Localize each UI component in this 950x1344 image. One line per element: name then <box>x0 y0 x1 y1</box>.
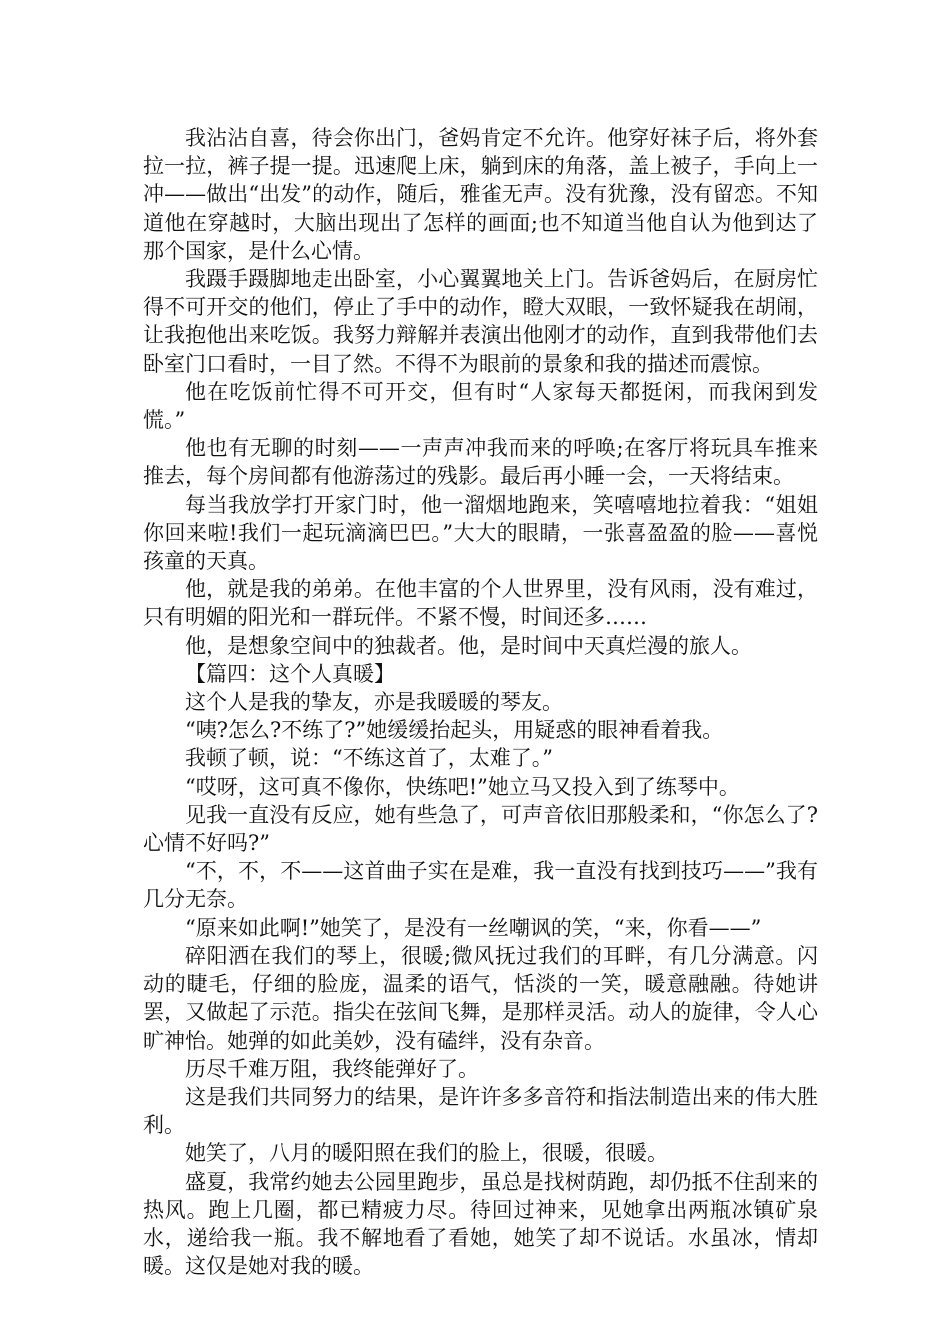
section-heading: 【篇四：这个人真暖】 <box>185 661 395 686</box>
paragraph: 我沾沾自喜，待会你出门，爸妈肯定不允许。他穿好袜子后，将外套拉一拉，裤子提一提。迅速爬上床，躺到床的角落，盖上被子，手向上一冲——做出“出发”的动作，随后，雅雀无声。没有犹豫，没有留恋。不知道他在穿越时，大脑出现出了怎样的画面;也不知道当他自认为他到达了那个国家，是什么心情。 <box>143 126 818 263</box>
paragraph: 这个人是我的挚友，亦是我暖暖的琴友。 <box>185 690 563 715</box>
paragraph: 这是我们共同努力的结果，是许许多多音符和指法制造出来的伟大胜利。 <box>143 1084 818 1138</box>
paragraph: 他，是想象空间中的独裁者。他，是时间中天真烂漫的旅人。 <box>185 633 752 658</box>
paragraph: 盛夏，我常约她去公园里跑步，虽总是找树荫跑，却仍抵不住刮来的热风。跑上几圈，都已精疲力尽。待回过神来，见她拿出两瓶冰镇矿泉水，递给我一瓶。我不解地看了看她，她笑了却不说话。水虽冰，情却暖。这仅是她对我的暖。 <box>143 1169 818 1279</box>
paragraph: 我顿了顿，说：“不练这首了，太难了。” <box>185 746 553 771</box>
paragraph: 我蹑手蹑脚地走出卧室，小心翼翼地关上门。告诉爸妈后，在厨房忙得不可开交的他们，停止了手中的动作，瞪大双眼，一致怀疑我在胡闹，让我抱他出来吃饭。我努力辩解并表演出他刚才的动作，直到我带他们去卧室门口看时，一目了然。不得不为眼前的景象和我的描述而震惊。 <box>143 267 818 376</box>
paragraph: 历尽千难万阻，我终能弹好了。 <box>185 1056 479 1081</box>
paragraph: 她笑了，八月的暖阳照在我们的脸上，很暖，很暖。 <box>185 1141 668 1166</box>
paragraph: “咦?怎么?不练了?”她缓缓抬起头，用疑惑的眼神看着我。 <box>185 718 724 743</box>
paragraph: 他在吃饭前忙得不可开交，但有时“人家每天都挺闲，而我闲到发慌。” <box>143 379 818 433</box>
paragraph: “原来如此啊!”她笑了，是没有一丝嘲讽的笑，“来，你看——” <box>185 915 762 940</box>
paragraph: “哎呀，这可真不像你，快练吧!”她立马又投入到了练琴中。 <box>185 774 740 799</box>
paragraph: 他也有无聊的时刻——一声声冲我而来的呼唤;在客厅将玩具车推来推去，每个房间都有他游荡过的残影。最后再小睡一会，一天将结束。 <box>143 436 818 489</box>
paragraph: 碎阳洒在我们的琴上，很暖;微风抚过我们的耳畔，有几分满意。闪动的睫毛，仔细的脸庞，温柔的语气，恬淡的一笑，暖意融融。待她讲罢，又做起了示范。指尖在弦间飞舞，是那样灵活。动人的旋律，令人心旷神怡。她弹的如此美妙，没有磕绊，没有杂音。 <box>143 943 818 1053</box>
paragraph: 每当我放学打开家门时，他一溜烟地跑来，笑嘻嘻地拉着我：“姐姐你回来啦!我们一起玩滴滴巴巴。”大大的眼睛，一张喜盈盈的脸——喜悦孩童的天真。 <box>143 492 818 574</box>
paragraph: 见我一直没有反应，她有些急了，可声音依旧那般柔和，“你怎么了?心情不好吗?” <box>143 802 818 856</box>
paragraph: 他，就是我的弟弟。在他丰富的个人世界里，没有风雨，没有难过，只有明媚的阳光和一群玩伴。不紧不慢，时间还多…… <box>143 577 818 630</box>
paragraph: “不，不，不——这首曲子实在是难，我一直没有找到技巧——”我有几分无奈。 <box>143 859 818 912</box>
document-page <box>143 124 818 1280</box>
